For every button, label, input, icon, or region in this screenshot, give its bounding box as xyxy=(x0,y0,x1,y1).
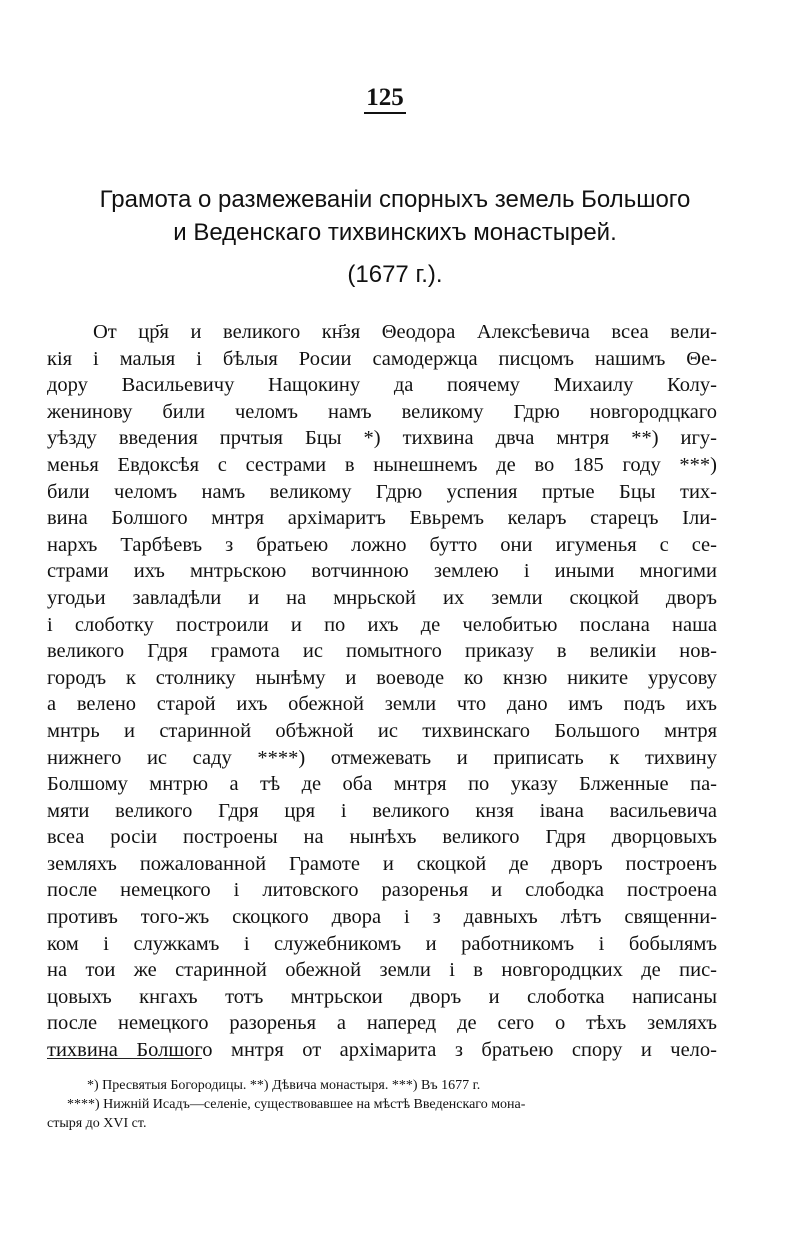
body-line: мяти великого Гдря цря i великого кнзя iвана васильевича xyxy=(47,799,717,822)
body-line: земляхъ пожалованной Грамоте и скоцкой де дворъ построенъ xyxy=(47,852,717,875)
footnote-divider xyxy=(47,1058,202,1059)
footnote-line-1: *) Пресвятыя Богородицы. **) Дѣвича монастыря. ***) Въ 1677 г. xyxy=(87,1078,481,1093)
body-line: после немецкого i литовского разоренья и слободка построена xyxy=(47,879,717,902)
body-line: нижнего ис саду ****) отмежевать и приписать к тихвину xyxy=(47,746,717,769)
body-line: кiя i малыя i бѣлыя Росии самодержца писцомъ нашимъ Θе- xyxy=(47,347,717,370)
body-line: после немецкого разоренья а наперед де сего о тѣхъ земляхъ xyxy=(47,1012,717,1035)
body-line: От цр҃я и великого кн҃зя Θеодора Алексѣевича всеа вели- xyxy=(93,321,717,343)
title-line-1: Грамота о размежеванiи спорныхъ земель Большого xyxy=(99,186,691,213)
body-line: всеа росiи построены на нынѣхъ великого Гдря дворцовыхъ xyxy=(47,826,717,849)
body-line: цовыхъ кнгахъ тотъ мнтрьскои дворъ и слоботка написаны xyxy=(47,985,717,1008)
document-title xyxy=(40,183,750,249)
body-line: Болшому мнтрю а тѣ де оба мнтря по указу Блженные па- xyxy=(47,773,717,796)
body-line: а велено старой ихъ обежной земли что дано имъ подъ ихъ xyxy=(47,693,717,716)
body-line: на тои же старинной обежной земли i в новгородцких де пис- xyxy=(47,959,717,982)
body-line: мнтрь и старинной обѣжной ис тихвинскаго Большого мнтря xyxy=(47,719,717,742)
body-text xyxy=(47,319,717,1064)
page-number-text: 125 xyxy=(364,84,406,114)
footnote-line-3: стыря до XVI ст. xyxy=(47,1116,147,1131)
body-line: нархъ Тарбѣевъ з братьею ложно бутто они игуменья с се- xyxy=(47,533,717,556)
title-line-2: и Веденскагo тихвинскихъ монастырей. xyxy=(173,219,617,246)
body-line: уѣзду введения прчтыя Бцы *) тихвина двча мнтря **) игу- xyxy=(47,427,717,450)
footnote-line-2: ****) Нижнiй Исадъ—селенiе, существовавшее на мѣстѣ Введенскаго мона- xyxy=(67,1097,526,1112)
body-line: женинову били челомъ намъ великому Гдрю новгородцкаго xyxy=(47,400,717,423)
body-line: городъ к столнику нынѣму и воеводе ко кнзю никите урусову xyxy=(47,666,717,689)
body-line: дору Васильевичу Нащокину да поячему Михаилу Колу- xyxy=(47,374,717,397)
body-line: били челомъ намъ великому Гдрю успения пртые Бцы тих- xyxy=(47,480,717,503)
body-line: ком i служкамъ i служебникомъ и работникомъ i бобылямъ xyxy=(47,932,717,955)
body-line: вина Болшого мнтря архiмаритъ Евьремъ келаръ старецъ Iли- xyxy=(47,507,717,530)
body-line: менья Евдоксѣя с сестрами в нынешнемъ де во 185 году ***) xyxy=(47,453,717,476)
body-line: страми ихъ мнтрьскою вотчинною землею i иными многими xyxy=(47,560,717,583)
footnotes xyxy=(47,1076,677,1133)
body-line: противъ того-жъ скоцкого двора i з давныхъ лѣтъ священни- xyxy=(47,906,717,929)
document-year: (1677 г.). xyxy=(347,261,443,288)
body-line: угодьи завладѣли и на мнрьской их земли скоцкой дворъ xyxy=(47,586,717,609)
page-number xyxy=(0,84,770,112)
body-line: великого Гдря грамота ис помытного приказу в великiи нов- xyxy=(47,640,717,663)
body-line: тихвина Болшого мнтря от архiмарита з братьею спору и чело- xyxy=(47,1039,717,1062)
body-line: i слоботку построили и по ихъ де челобитью послана наша xyxy=(47,613,717,636)
